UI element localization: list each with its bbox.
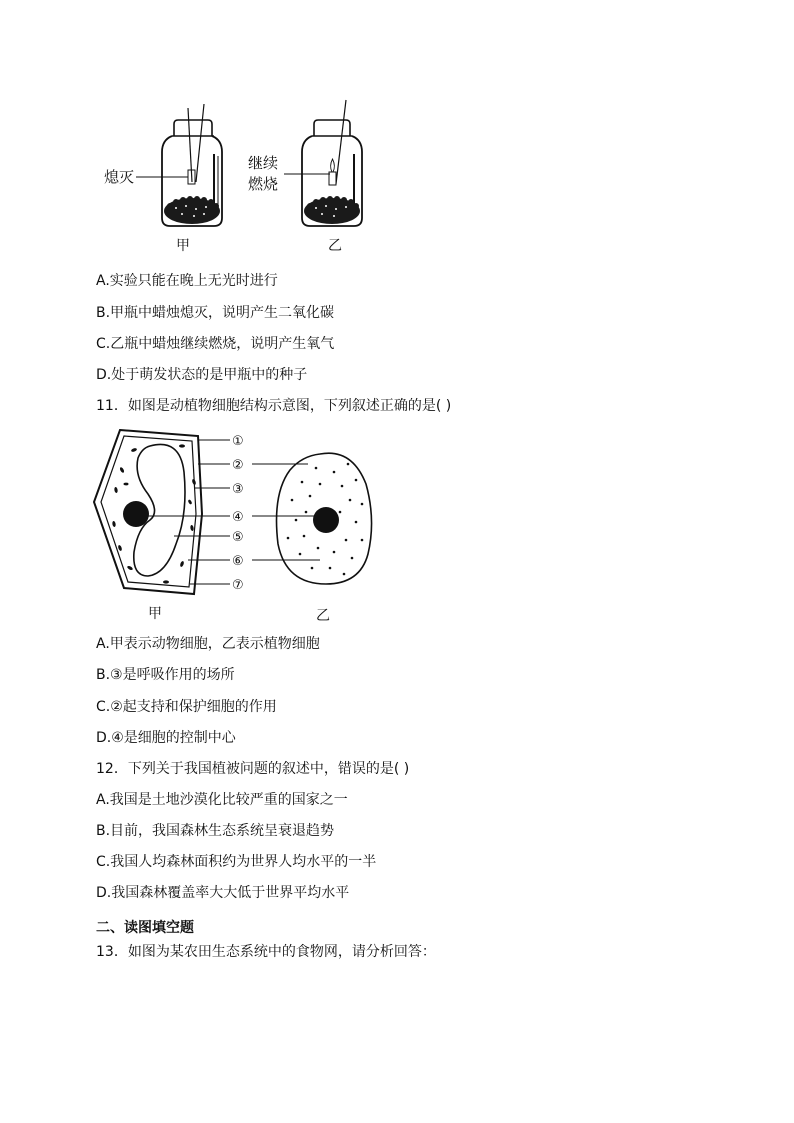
q10-option-c: C.乙瓶中蜡烛继续燃烧，说明产生氧气 <box>96 336 335 352</box>
marker-1: ① <box>232 434 244 449</box>
label-continue-line1: 继续 <box>248 154 279 172</box>
label-continue-line2: 燃烧 <box>248 175 279 193</box>
q10-option-b: B.甲瓶中蜡烛熄灭，说明产生二氧化碳 <box>96 305 335 321</box>
marker-7: ⑦ <box>232 578 244 593</box>
animal-cell <box>277 453 372 584</box>
label-extinguished: 熄灭 <box>104 168 135 186</box>
q10-option-d: D.处于萌发状态的是甲瓶中的种子 <box>96 367 308 383</box>
q12-option-d: D.我国森林覆盖率大大低于世界平均水平 <box>96 885 350 901</box>
caption-yi-cell: 乙 <box>316 608 330 624</box>
q12-option-a: A.我国是土地沙漠化比较严重的国家之一 <box>96 792 348 808</box>
q12-stem: 12．下列关于我国植被问题的叙述中，错误的是( ) <box>96 761 410 777</box>
caption-jia-jar: 甲 <box>176 238 190 254</box>
caption-jia-cell: 甲 <box>148 606 162 622</box>
seeds-left <box>164 196 220 224</box>
q11-option-a: A.甲表示动物细胞，乙表示植物细胞 <box>96 636 320 652</box>
q11-option-b: B.③是呼吸作用的场所 <box>96 667 235 683</box>
caption-yi-jar: 乙 <box>328 238 342 254</box>
plant-cell <box>94 430 202 594</box>
marker-5: ⑤ <box>232 530 244 545</box>
jar-experiment-figure <box>96 96 396 256</box>
jar-left <box>136 104 222 226</box>
q11-stem: 11．如图是动植物细胞结构示意图，下列叙述正确的是( ) <box>96 398 452 414</box>
q12-option-c: C.我国人均森林面积约为世界人均水平的一半 <box>96 854 377 870</box>
q12-option-b: B.目前，我国森林生态系统呈衰退趋势 <box>96 823 335 839</box>
section-heading: 二、读图填空题 <box>96 920 194 936</box>
q11-option-c: C.②起支持和保护细胞的作用 <box>96 699 277 715</box>
marker-3: ③ <box>232 482 244 497</box>
seeds-right <box>304 196 360 224</box>
marker-4: ④ <box>232 510 244 525</box>
jar-right <box>284 100 362 226</box>
marker-2: ② <box>232 458 244 473</box>
q10-option-a: A.实验只能在晚上无光时进行 <box>96 273 278 289</box>
cell-structure-figure <box>90 424 390 624</box>
q11-option-d: D.④是细胞的控制中心 <box>96 730 236 746</box>
marker-6: ⑥ <box>232 554 244 569</box>
q13-stem: 13．如图为某农田生态系统中的食物网，请分析回答： <box>96 944 436 960</box>
